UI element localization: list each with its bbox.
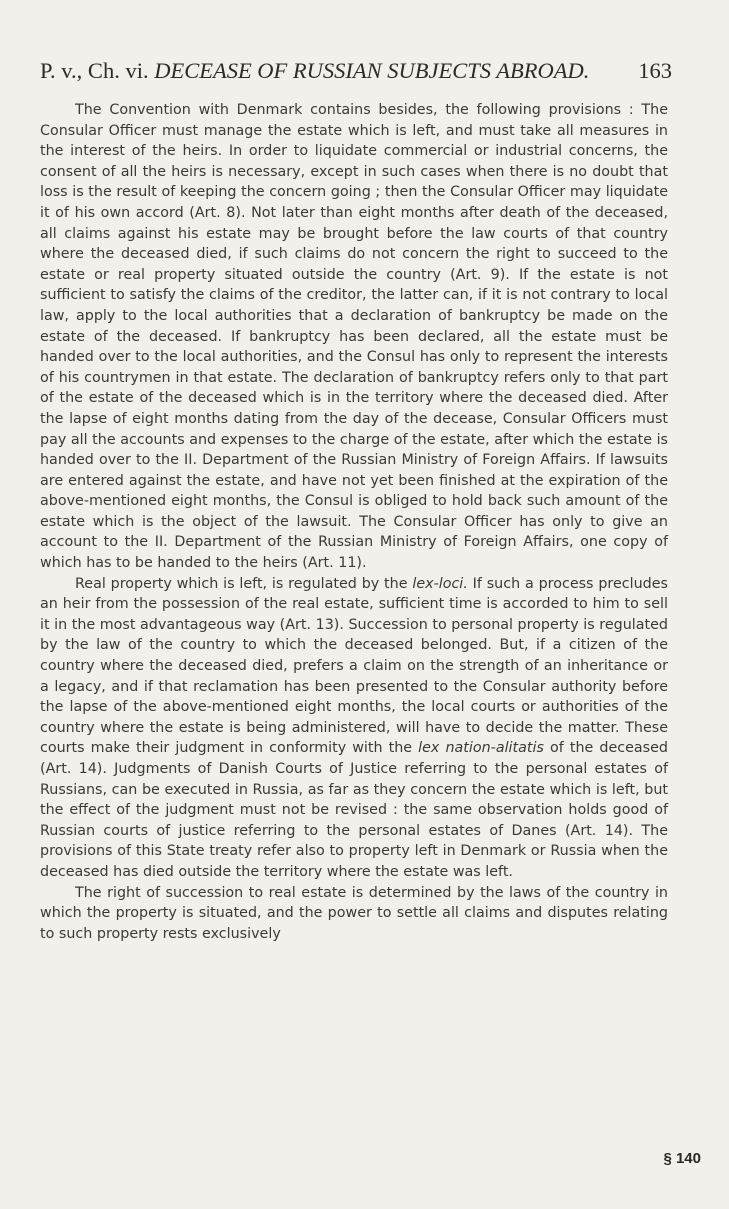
italic-term: lex nation-alitatis (418, 740, 544, 757)
running-head (40, 58, 672, 84)
paragraph-1 (40, 100, 668, 574)
section-mark: § 140 (663, 1150, 701, 1167)
running-title: DECEASE OF RUSSIAN SUBJECTS ABROAD. (154, 58, 590, 83)
body-text (40, 100, 668, 944)
text-run: The Convention with Denmark contains besides, the following provisions : The Consular Officer must manage the estate which is left, and must take all measures in the interest of the heirs. In order to liquidate commercial or industrial concerns, the consent of all the heirs is necessary, except in such cases when there is no doubt that loss is the result of keeping the concern going ; then the Consular Officer may liquidate it of his own accord (Art. 8). Not later than eight months after death of the deceased, all claims against his estate may be brought before the law courts of that country where the deceased died, if such claims do not concern the right to succeed to the estate or real property situated outside the country (Art. 9). If the estate is not sufficient to satisfy the claims of the creditor, the latter can, if it is not contrary to local law, apply to the local authorities that a declaration of bankruptcy be made on the estate of the deceased. If bankruptcy has been declared, all the estate must be handed over to the local authorities, and the Consul has only to represent the interests of his countrymen in that estate. The declaration of bankruptcy refers only to that part of the estate of the deceased which is in the territory where the deceased died. After the lapse of eight months dating from the day of the decease, Consular Officers must pay all the accounts and expenses to the charge of the estate, after which the estate is handed over to the II. Department of the Russian Ministry of Foreign Affairs. If lawsuits are entered against the estate, and have not yet been finished at the expiration of the above-mentioned eight months, the Consul is obliged to hold back such amount of the estate which is the object of the lawsuit. The Consular Officer has only to give an account to the II. Department of the Russian Ministry of Foreign Affairs, one copy of which has to be handed to the heirs (Art. 11). (40, 102, 668, 572)
part-chapter-label: P. v., Ch. vi. (40, 58, 149, 83)
text-run: Real property which is left, is regulated by the (75, 575, 413, 592)
text-run: The right of succession to real estate is determined by the laws of the country in which the property is situated, and the power to settle all claims and disputes relating to such property rests exclusively (40, 884, 668, 942)
text-run: If such a process precludes an heir from the possession of the real estate, sufficient time is accorded to him to sell it in the most advantageous way (Art. 13). Succession to personal property is regulated by the law of the country to which the deceased belonged. But, if a citizen of the country where the deceased died, prefers a claim on the strength of an inheritance or a legacy, and if that reclamation has been presented to the Consular authority before the lapse of the above-mentioned eight months, the local courts or authorities of the country where the estate is being administered, will have to decide the matter. These courts make their judgment in conformity with the (40, 575, 668, 757)
paragraph-3 (40, 883, 668, 945)
italic-term: lex-loci. (412, 575, 468, 592)
page-number: 163 (638, 58, 672, 83)
paragraph-2 (40, 574, 668, 883)
text-run: of the deceased (Art. 14). Judgments of Danish Courts of Justice referring to the personal estates of Russians, can be executed in Russia, as far as they concern the estate which is left, but the effect of the judgment must not be revised : the same observation holds good of Russian courts of justice referring to the personal estates of Danes (Art. 14). The provisions of this State treaty refer also to property left in Denmark or Russia when the deceased has died outside the territory where the estate was left. (40, 740, 668, 880)
